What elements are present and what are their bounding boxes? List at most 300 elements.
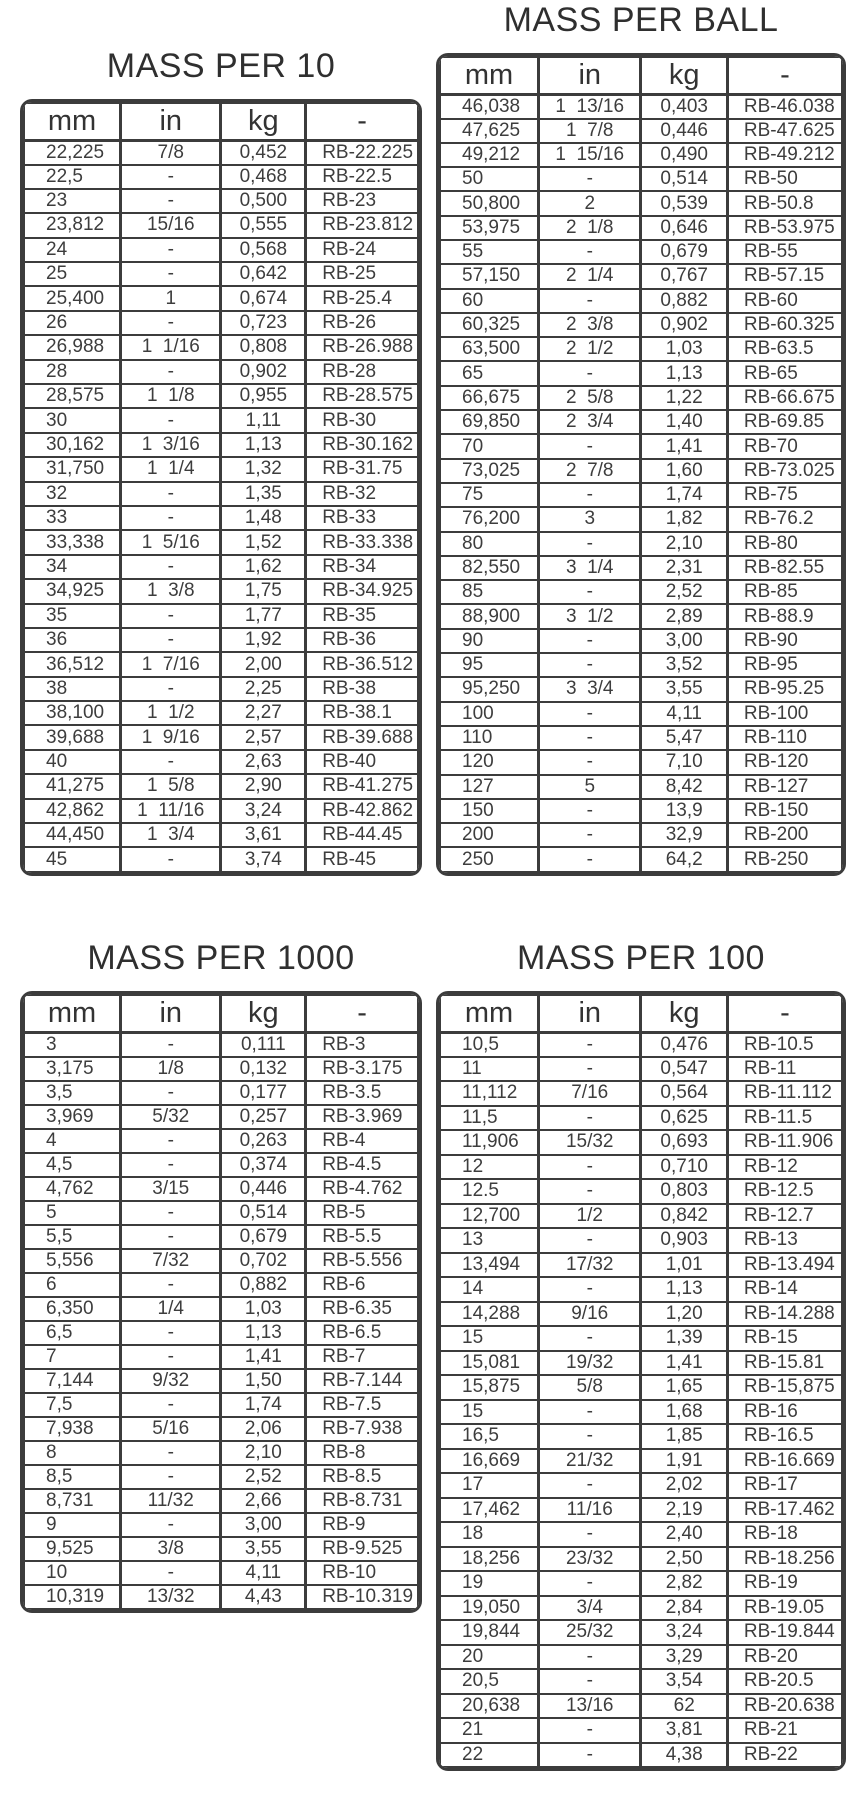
part-number-cell: RB-53.975 [727,216,842,240]
table-row [24,1297,418,1321]
in-cell: - [538,1522,641,1547]
mm-cell: 4,762 [24,1177,121,1201]
mm-cell: 28 [24,360,121,384]
mm-cell: 25,400 [24,286,121,310]
part-number-cell: RB-120 [727,750,842,774]
part-number-cell: RB-4.5 [306,1153,418,1177]
table-row [440,702,842,726]
mm-cell: 53,975 [440,216,538,240]
part-number-cell: RB-17.462 [727,1498,842,1523]
table-row [24,799,418,823]
table-row [440,1620,842,1645]
kg-cell: 1,50 [221,1369,306,1393]
kg-cell: 2,90 [221,774,306,798]
table-row [440,1277,842,1302]
column-header-in: in [121,103,221,140]
table-row [24,189,418,213]
column-header-mm: mm [440,57,538,94]
part-number-cell: RB-6 [306,1273,418,1297]
table-row [440,823,842,847]
part-number-cell: RB-11 [727,1057,842,1082]
table-mass-per-1000 [20,991,422,1613]
mass-table [439,56,843,873]
kg-cell: 1,41 [641,434,727,458]
mm-cell: 13 [440,1228,538,1253]
kg-cell: 3,00 [641,629,727,653]
kg-cell: 7,10 [641,750,727,774]
kg-cell: 0,808 [221,335,306,359]
kg-cell: 0,514 [641,167,727,191]
mm-cell: 10 [24,1561,121,1585]
table-row [24,1441,418,1465]
mm-cell: 8 [24,1441,121,1465]
table-row [440,1302,842,1327]
in-cell: 2 7/8 [538,459,641,483]
mm-cell: 5 [24,1201,121,1225]
table-mass-per-ball [436,53,846,876]
in-cell: - [121,165,221,189]
kg-cell: 1,75 [221,579,306,603]
kg-cell: 0,257 [221,1105,306,1129]
part-number-cell: RB-36 [306,628,418,652]
part-number-cell: RB-73.025 [727,459,842,483]
table-row [24,482,418,506]
table-title-mass-per-ball: MASS PER BALL [503,1,779,39]
table-row [24,408,418,432]
table-row [24,1369,418,1393]
kg-cell: 3,81 [641,1718,727,1743]
in-cell: - [538,434,641,458]
kg-cell: 4,38 [641,1743,727,1768]
mm-cell: 5,5 [24,1225,121,1249]
part-number-cell: RB-14 [727,1277,842,1302]
kg-cell: 2,00 [221,652,306,676]
mm-cell: 6,5 [24,1321,121,1345]
table-row [440,1522,842,1547]
table-row [24,1393,418,1417]
in-cell: - [121,1345,221,1369]
table-row [440,726,842,750]
mm-cell: 60,325 [440,313,538,337]
part-number-cell: RB-45 [306,847,418,871]
mm-cell: 250 [440,847,538,871]
kg-cell: 0,679 [641,240,727,264]
mm-cell: 95 [440,653,538,677]
kg-cell: 2,82 [641,1571,727,1596]
mm-cell: 7,938 [24,1417,121,1441]
table-row [440,313,842,337]
kg-cell: 3,74 [221,847,306,871]
mm-cell: 60 [440,289,538,313]
kg-cell: 1,40 [641,410,727,434]
table-row [24,1321,418,1345]
in-cell: - [538,702,641,726]
in-cell: - [538,629,641,653]
in-cell: 1 1/4 [121,457,221,481]
in-cell: - [121,1465,221,1489]
table-row [440,459,842,483]
table-row [24,774,418,798]
in-cell: - [121,1201,221,1225]
in-cell: - [538,532,641,556]
table-row [440,483,842,507]
in-cell: - [538,580,641,604]
table-row [24,360,418,384]
in-cell: - [538,653,641,677]
in-cell: 23/32 [538,1547,641,1572]
in-cell: - [121,360,221,384]
mm-cell: 82,550 [440,556,538,580]
mm-cell: 33 [24,506,121,530]
kg-cell: 1,85 [641,1424,727,1449]
in-cell: - [538,1277,641,1302]
mm-cell: 70 [440,434,538,458]
header-row [440,57,842,94]
part-number-cell: RB-15,875 [727,1375,842,1400]
table-row [24,506,418,530]
in-cell: - [538,1718,641,1743]
in-cell: - [121,1561,221,1585]
kg-cell: 3,24 [221,799,306,823]
mm-cell: 19,844 [440,1620,538,1645]
in-cell: 3/8 [121,1537,221,1561]
in-cell: - [538,1179,641,1204]
kg-cell: 0,693 [641,1130,727,1155]
kg-cell: 0,446 [641,119,727,143]
part-number-cell: RB-12.5 [727,1179,842,1204]
table-row [440,434,842,458]
header-row [440,995,842,1032]
table-row [440,1400,842,1425]
in-cell: 1 1/2 [121,701,221,725]
in-cell: 1 11/16 [121,799,221,823]
kg-cell: 1,82 [641,507,727,531]
in-cell: - [121,847,221,871]
table-row [440,653,842,677]
mm-cell: 38 [24,677,121,701]
table-mass-per-10 [20,99,422,876]
mm-cell: 33,338 [24,530,121,554]
mm-cell: 50 [440,167,538,191]
table-row [24,335,418,359]
table-row [24,1057,418,1081]
kg-cell: 2,06 [221,1417,306,1441]
table-row [24,286,418,310]
mm-cell: 100 [440,702,538,726]
kg-cell: 0,403 [641,94,727,119]
in-cell: - [538,1326,641,1351]
in-cell: 3 3/4 [538,677,641,701]
in-cell: 2 5/8 [538,386,641,410]
part-number-cell: RB-23.812 [306,213,418,237]
kg-cell: 0,882 [221,1273,306,1297]
kg-cell: 2,10 [641,532,727,556]
mm-cell: 20,638 [440,1694,538,1719]
part-number-cell: RB-6.5 [306,1321,418,1345]
in-cell: - [121,604,221,628]
part-number-cell: RB-82.55 [727,556,842,580]
in-cell: 25/32 [538,1620,641,1645]
table-row [440,750,842,774]
in-cell: - [538,1571,641,1596]
mm-cell: 36 [24,628,121,652]
in-cell: - [538,167,641,191]
table-row [24,725,418,749]
mm-cell: 17,462 [440,1498,538,1523]
mm-cell: 95,250 [440,677,538,701]
in-cell: - [538,1743,641,1768]
column-header-in: in [538,995,641,1032]
table-row [440,677,842,701]
in-cell: 5/8 [538,1375,641,1400]
table-row [24,457,418,481]
in-cell: - [538,1400,641,1425]
table-row [440,1253,842,1278]
kg-cell: 2,19 [641,1498,727,1523]
kg-cell: 0,446 [221,1177,306,1201]
mm-cell: 6 [24,1273,121,1297]
part-number-cell: RB-8 [306,1441,418,1465]
in-cell: 3 1/4 [538,556,641,580]
part-number-cell: RB-22 [727,1743,842,1768]
part-number-cell: RB-19 [727,1571,842,1596]
part-number-cell: RB-10 [306,1561,418,1585]
table-row [24,1177,418,1201]
in-cell: - [121,506,221,530]
kg-cell: 5,47 [641,726,727,750]
mm-cell: 9 [24,1513,121,1537]
part-number-cell: RB-200 [727,823,842,847]
part-number-cell: RB-16.5 [727,1424,842,1449]
mm-cell: 3,969 [24,1105,121,1129]
part-number-cell: RB-3 [306,1032,418,1057]
kg-cell: 0,452 [221,140,306,165]
in-cell: - [121,628,221,652]
mm-cell: 11,5 [440,1106,538,1131]
in-cell: 1 7/8 [538,119,641,143]
table-row [440,1375,842,1400]
in-cell: 1/8 [121,1057,221,1081]
part-number-cell: RB-20.638 [727,1694,842,1719]
in-cell: - [121,1225,221,1249]
part-number-cell: RB-3.969 [306,1105,418,1129]
table-row [440,386,842,410]
table-row [24,140,418,165]
table-row [440,1326,842,1351]
part-number-cell: RB-33.338 [306,530,418,554]
mm-cell: 26 [24,311,121,335]
part-number-cell: RB-18.256 [727,1547,842,1572]
in-cell: 1 15/16 [538,143,641,167]
part-number-cell: RB-11.5 [727,1106,842,1131]
part-number-cell: RB-30 [306,408,418,432]
kg-cell: 0,111 [221,1032,306,1057]
table-row [440,1081,842,1106]
mm-cell: 34 [24,555,121,579]
in-cell: 17/32 [538,1253,641,1278]
column-header-kg: kg [221,103,306,140]
kg-cell: 3,55 [221,1537,306,1561]
in-cell: - [538,726,641,750]
table-title-mass-per-1000: MASS PER 1000 [87,939,355,977]
table-row [440,775,842,799]
kg-cell: 0,710 [641,1155,727,1180]
mm-cell: 22 [440,1743,538,1768]
part-number-cell: RB-15.81 [727,1351,842,1376]
mm-cell: 11,906 [440,1130,538,1155]
kg-cell: 1,32 [221,457,306,481]
table-row [24,238,418,262]
table-row [24,555,418,579]
part-number-cell: RB-13 [727,1228,842,1253]
column-header-mm: mm [24,995,121,1032]
mm-cell: 12 [440,1155,538,1180]
table-row [440,1228,842,1253]
kg-cell: 0,476 [641,1032,727,1057]
part-number-cell: RB-22.225 [306,140,418,165]
in-cell: 1 3/8 [121,579,221,603]
mm-cell: 4,5 [24,1153,121,1177]
table-row [24,1105,418,1129]
in-cell: 1 5/16 [121,530,221,554]
table-row [24,628,418,652]
kg-cell: 0,514 [221,1201,306,1225]
mm-cell: 6,350 [24,1297,121,1321]
part-number-cell: RB-32 [306,482,418,506]
table-row [24,1273,418,1297]
table-row [24,1345,418,1369]
in-cell: - [538,847,641,871]
part-number-cell: RB-5.5 [306,1225,418,1249]
column-header-mm: mm [440,995,538,1032]
kg-cell: 0,555 [221,213,306,237]
in-cell: 2 1/8 [538,216,641,240]
mm-cell: 20 [440,1645,538,1670]
part-number-cell: RB-44.45 [306,823,418,847]
kg-cell: 0,903 [641,1228,727,1253]
table-row [440,337,842,361]
part-number-cell: RB-16 [727,1400,842,1425]
in-cell: 3/15 [121,1177,221,1201]
mm-cell: 73,025 [440,459,538,483]
mm-cell: 120 [440,750,538,774]
in-cell: 13/32 [121,1585,221,1609]
table-row [24,579,418,603]
table-row [440,94,842,119]
mm-cell: 57,150 [440,264,538,288]
mm-cell: 40 [24,750,121,774]
in-cell: - [121,1032,221,1057]
mm-cell: 24 [24,238,121,262]
in-cell: - [121,408,221,432]
table-row [24,1585,418,1609]
kg-cell: 2,10 [221,1441,306,1465]
kg-cell: 1,77 [221,604,306,628]
table-row [440,167,842,191]
mm-cell: 10,319 [24,1585,121,1609]
table-row [24,1513,418,1537]
mm-cell: 28,575 [24,384,121,408]
kg-cell: 2,50 [641,1547,727,1572]
part-number-cell: RB-70 [727,434,842,458]
table-row [440,1743,842,1768]
table-row [440,532,842,556]
kg-cell: 2,89 [641,604,727,628]
kg-cell: 0,803 [641,1179,727,1204]
kg-cell: 0,646 [641,216,727,240]
kg-cell: 4,43 [221,1585,306,1609]
part-number-cell: RB-12 [727,1155,842,1180]
in-cell: 1 5/8 [121,774,221,798]
table-row [24,311,418,335]
table-row [24,1153,418,1177]
part-number-cell: RB-38 [306,677,418,701]
kg-cell: 0,642 [221,262,306,286]
part-number-cell: RB-4.762 [306,1177,418,1201]
column-header-in: in [121,995,221,1032]
mm-cell: 90 [440,629,538,653]
part-number-cell: RB-95 [727,653,842,677]
table-row [440,1179,842,1204]
part-number-cell: RB-55 [727,240,842,264]
mm-cell: 44,450 [24,823,121,847]
part-number-cell: RB-18 [727,1522,842,1547]
in-cell: 15/16 [121,213,221,237]
part-number-cell: RB-76.2 [727,507,842,531]
kg-cell: 1,74 [641,483,727,507]
kg-cell: 1,01 [641,1253,727,1278]
in-cell: - [121,482,221,506]
kg-cell: 0,374 [221,1153,306,1177]
table-row [440,604,842,628]
column-header-dash: - [727,57,842,94]
table-row [24,652,418,676]
in-cell: 2 1/4 [538,264,641,288]
in-cell: 2 3/8 [538,313,641,337]
in-cell: - [121,1393,221,1417]
in-cell: 7/32 [121,1249,221,1273]
part-number-cell: RB-49.212 [727,143,842,167]
in-cell: 1 13/16 [538,94,641,119]
mm-cell: 45 [24,847,121,871]
part-number-cell: RB-26.988 [306,335,418,359]
in-cell: 1 7/16 [121,652,221,676]
kg-cell: 2,02 [641,1473,727,1498]
column-header-kg: kg [641,57,727,94]
mm-cell: 127 [440,775,538,799]
table-row [440,1694,842,1719]
part-number-cell: RB-16.669 [727,1449,842,1474]
kg-cell: 0,568 [221,238,306,262]
mm-cell: 49,212 [440,143,538,167]
table-row [24,750,418,774]
kg-cell: 0,263 [221,1129,306,1153]
mm-cell: 110 [440,726,538,750]
in-cell: 3 1/2 [538,604,641,628]
part-number-cell: RB-36.512 [306,652,418,676]
kg-cell: 1,13 [221,1321,306,1345]
mm-cell: 80 [440,532,538,556]
table-row [24,1465,418,1489]
in-cell: - [121,1081,221,1105]
mm-cell: 3,175 [24,1057,121,1081]
kg-cell: 1,92 [221,628,306,652]
kg-cell: 2,57 [221,725,306,749]
kg-cell: 1,41 [221,1345,306,1369]
kg-cell: 0,902 [641,313,727,337]
part-number-cell: RB-25 [306,262,418,286]
part-number-cell: RB-85 [727,580,842,604]
